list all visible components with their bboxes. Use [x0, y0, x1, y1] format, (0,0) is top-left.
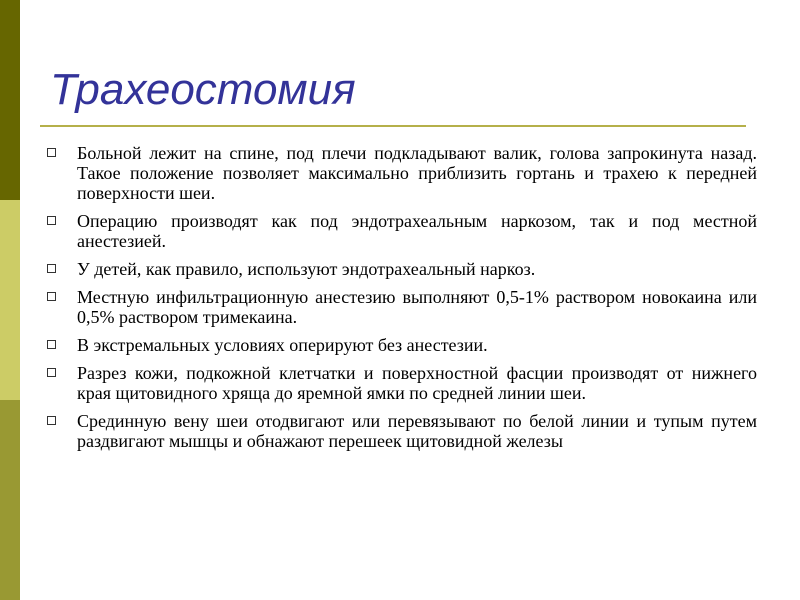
- slide-title: Трахеостомия: [50, 65, 356, 114]
- bullet-item: [45, 287, 757, 327]
- bullet-item: [45, 335, 757, 355]
- hollow-square-bullet-icon: [47, 216, 56, 225]
- hollow-square-bullet-icon: [47, 416, 56, 425]
- bullet-list: [45, 143, 757, 459]
- bullet-item: [45, 259, 757, 279]
- bullet-text: Местную инфильтрационную анестезию выполняют 0,5-1% раствором новокаина или 0,5% раствором тримекаина.: [77, 287, 757, 327]
- bullet-text: В экстремальных условиях оперируют без анестезии.: [77, 335, 488, 355]
- sidebar-stripe-top: [0, 0, 20, 200]
- hollow-square-bullet-icon: [47, 264, 56, 273]
- hollow-square-bullet-icon: [47, 340, 56, 349]
- bullet-item: [45, 143, 757, 203]
- bullet-item: [45, 411, 757, 451]
- hollow-square-bullet-icon: [47, 368, 56, 377]
- bullet-item: [45, 211, 757, 251]
- bullet-text: Срединную вену шеи отодвигают или перевязывают по белой линии и тупым путем раздвигают мышцы и обнажают перешеек щитовидной железы: [77, 411, 757, 451]
- bullet-text: У детей, как правило, используют эндотрахеальный наркоз.: [77, 259, 536, 279]
- bullet-item: [45, 363, 757, 403]
- hollow-square-bullet-icon: [47, 148, 56, 157]
- sidebar-stripe-middle: [0, 200, 20, 400]
- sidebar-stripe-bottom: [0, 400, 20, 600]
- bullet-text: Разрез кожи, подкожной клетчатки и поверхностной фасции производят от нижнего края щитовидного хряща до яремной ямки по средней линии шеи.: [77, 363, 757, 403]
- title-divider: [40, 125, 746, 127]
- bullet-text: Операцию производят как под эндотрахеальным наркозом, так и под местной анестезией.: [77, 211, 757, 251]
- bullet-text: Больной лежит на спине, под плечи подкладывают валик, голова запрокинута назад. Такое положение позволяет максимально приблизить гортань и трахею к передней поверхности шеи.: [77, 143, 757, 203]
- hollow-square-bullet-icon: [47, 292, 56, 301]
